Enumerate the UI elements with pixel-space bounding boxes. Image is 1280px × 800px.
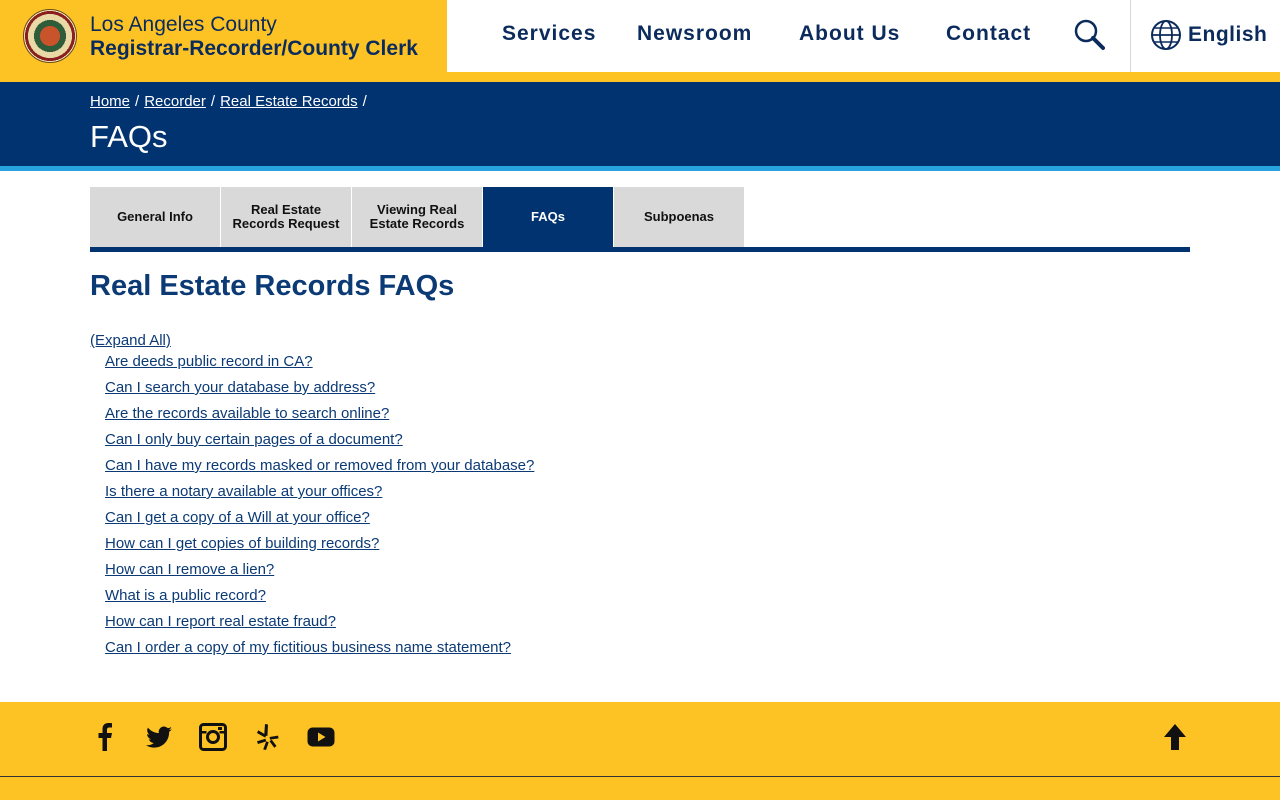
brand-block[interactable] [0, 0, 447, 82]
arrow-up-icon [1161, 722, 1189, 752]
faq-link[interactable]: How can I report real estate fraud? [105, 613, 336, 630]
nav-newsroom[interactable]: Newsroom [637, 22, 753, 45]
tab-subpoenas[interactable]: Subpoenas [614, 187, 744, 247]
tab-general-info[interactable]: General Info [90, 187, 220, 247]
banner-accent-stripe [0, 166, 1280, 171]
search-icon [1072, 18, 1106, 52]
county-seal-icon [23, 9, 77, 63]
faq-link[interactable]: Can I have my records masked or removed from your database? [105, 457, 535, 474]
faq-item [105, 378, 534, 404]
breadcrumb-separator: / [362, 93, 367, 110]
section-title: Real Estate Records FAQs [90, 270, 455, 302]
faq-item [105, 508, 534, 534]
breadcrumb [90, 93, 372, 110]
faq-item [105, 430, 534, 456]
faq-item [105, 404, 534, 430]
facebook-link[interactable] [90, 722, 120, 752]
yelp-link[interactable] [252, 722, 282, 752]
twitter-link[interactable] [144, 722, 174, 752]
faq-link[interactable]: Can I search your database by address? [105, 379, 376, 396]
back-to-top-button[interactable] [1161, 722, 1189, 752]
faq-item [105, 560, 534, 586]
expand-all-link[interactable]: (Expand All) [90, 332, 171, 349]
language-label: English [1188, 23, 1268, 46]
nav-divider [1130, 0, 1131, 72]
globe-icon [1150, 19, 1182, 51]
youtube-icon [306, 722, 336, 752]
breadcrumb-separator: / [135, 93, 140, 110]
tab-faqs[interactable]: FAQs [483, 187, 613, 247]
tab-viewing-real-estate-records[interactable]: Viewing Real Estate Records [352, 187, 482, 247]
faq-item [105, 352, 534, 378]
brand-text [90, 13, 418, 61]
language-selector[interactable] [1150, 18, 1267, 52]
faq-item [105, 586, 534, 612]
footer-divider [0, 776, 1280, 777]
faq-item [105, 612, 534, 638]
faq-link[interactable]: Can I get a copy of a Will at your office? [105, 509, 370, 526]
faq-link[interactable]: Can I only buy certain pages of a document? [105, 431, 403, 448]
faq-link[interactable]: Are deeds public record in CA? [105, 353, 313, 370]
instagram-link[interactable] [198, 722, 228, 752]
faq-item [105, 456, 534, 482]
twitter-icon [144, 722, 174, 752]
instagram-icon [198, 722, 228, 752]
facebook-icon [90, 722, 120, 752]
faq-link[interactable]: How can I remove a lien? [105, 561, 275, 578]
site-header [0, 0, 1280, 72]
search-button[interactable] [1072, 18, 1106, 52]
faq-list [105, 352, 534, 664]
brand-line-2: Registrar-Recorder/County Clerk [90, 37, 418, 60]
brand-line-1: Los Angeles County [90, 13, 277, 36]
breadcrumb-real-estate-records[interactable]: Real Estate Records [220, 93, 358, 110]
yelp-icon [252, 722, 282, 752]
youtube-link[interactable] [306, 722, 336, 752]
faq-link[interactable]: Is there a notary available at your offices? [105, 483, 383, 500]
tabs-underline [90, 247, 1190, 252]
main-nav [447, 0, 1280, 72]
header-gold-strip [447, 72, 1280, 82]
page-title: FAQs [90, 119, 168, 154]
section-tabs [90, 187, 1190, 252]
nav-about-us[interactable]: About Us [799, 22, 901, 45]
faq-link[interactable]: How can I get copies of building records? [105, 535, 380, 552]
faq-item [105, 534, 534, 560]
breadcrumb-recorder[interactable]: Recorder [144, 93, 206, 110]
page-banner [0, 82, 1280, 166]
nav-services[interactable]: Services [502, 22, 597, 45]
tab-real-estate-records-request[interactable]: Real Estate Records Request [221, 187, 351, 247]
nav-contact[interactable]: Contact [946, 22, 1032, 45]
faq-link[interactable]: What is a public record? [105, 587, 266, 604]
faq-link[interactable]: Are the records available to search online? [105, 405, 390, 422]
breadcrumb-home[interactable]: Home [90, 93, 131, 110]
faq-link[interactable]: Can I order a copy of my fictitious business name statement? [105, 639, 512, 656]
faq-item [105, 638, 534, 664]
breadcrumb-separator: / [210, 93, 216, 110]
site-footer [0, 702, 1280, 800]
faq-item [105, 482, 534, 508]
